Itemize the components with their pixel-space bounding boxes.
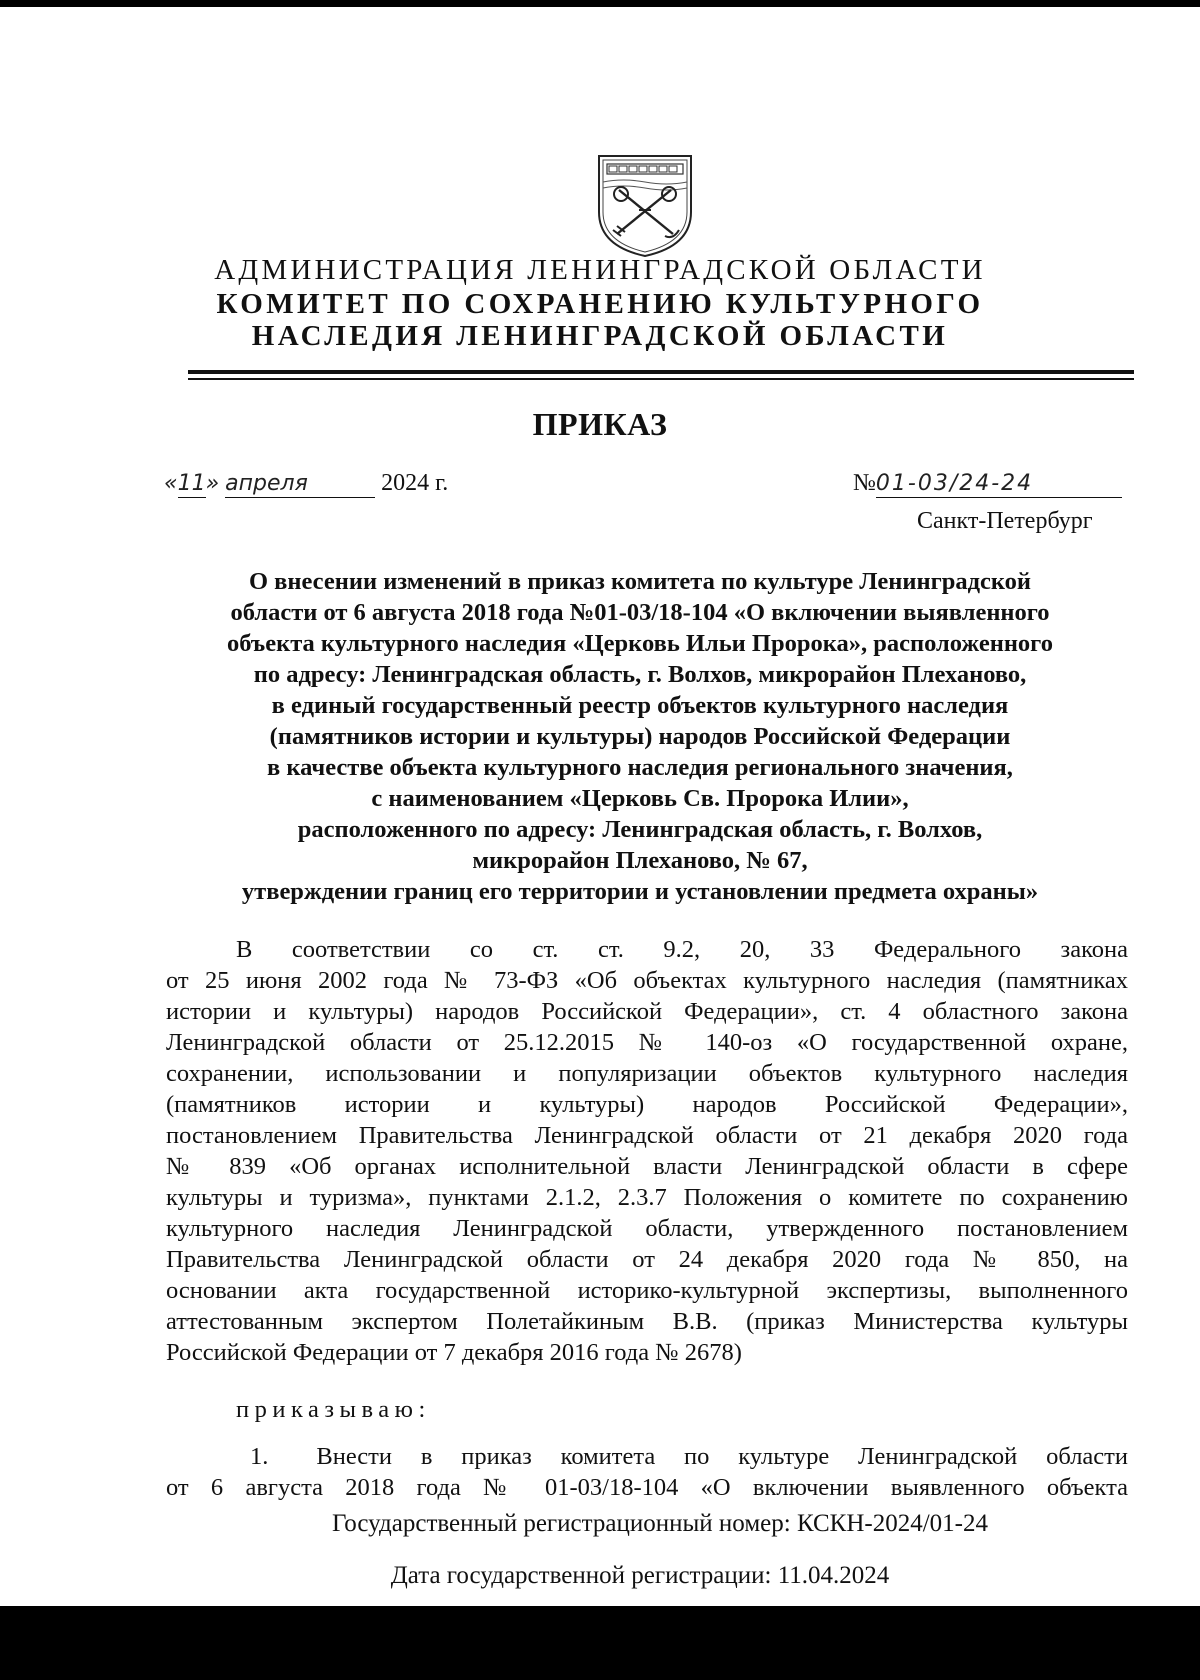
number-value: 01-03/24-24: [876, 471, 1122, 498]
date-open-quote: «: [164, 471, 178, 496]
subject-line: микрорайон Плеханово, № 67,: [472, 847, 808, 874]
subject-line: по адресу: Ленинградская область, г. Волхов, микрорайон Плеханово,: [253, 661, 1027, 688]
order-item-1: [166, 1441, 1128, 1503]
subject-line: расположенного по адресу: Ленинградская область, г. Волхов,: [297, 816, 983, 843]
body-line: Ленинградской области от 25.12.2015 № 140-оз «О государственной охране,: [166, 1029, 1128, 1056]
scan-bottom-bar: [0, 1606, 1200, 1680]
scan-top-edge: [0, 0, 1200, 7]
subject-line: в единый государственный реестр объектов культурного наследия: [271, 692, 1009, 719]
subject-line: утверждении границ его территории и установлении предмета охраны»: [241, 878, 1039, 905]
body-line: В соответствии со ст. ст. 9.2, 20, 33 Федерального закона: [236, 936, 1128, 963]
document-date: [164, 470, 448, 498]
registration-date: Дата государственной регистрации: 11.04.2024: [390, 1562, 890, 1589]
order-word: приказываю:: [236, 1396, 431, 1423]
date-day: 11: [177, 471, 206, 496]
body-line: Российской Федерации от 7 декабря 2016 года № 2678): [166, 1339, 742, 1366]
administration-heading: АДМИНИСТРАЦИЯ ЛЕНИНГРАДСКОЙ ОБЛАСТИ: [214, 254, 986, 286]
body-line: № 839 «Об органах исполнительной власти Ленинградской области в сфере: [166, 1153, 1128, 1180]
committee-heading-line1: КОМИТЕТ ПО СОХРАНЕНИЮ КУЛЬТУРНОГО: [216, 288, 984, 320]
subject-line: О внесении изменений в приказ комитета по культуре Ленинградской: [248, 568, 1032, 595]
body-line: от 25 июня 2002 года № 73-ФЗ «Об объектах культурного наследия (памятниках: [166, 967, 1128, 994]
body-line: культурного наследия Ленинградской области, утвержденного постановлением: [166, 1215, 1128, 1242]
date-year: 2024 г.: [381, 470, 449, 496]
date-month: апреля: [225, 471, 375, 498]
document-type-title: ПРИКАЗ: [532, 406, 668, 442]
item-line: [166, 1441, 1128, 1472]
item-number: 1.: [250, 1443, 269, 1470]
registration-number: Государственный регистрационный номер: КСКН-2024/01-24: [331, 1510, 988, 1537]
preamble-paragraph: [166, 934, 1128, 1368]
body-line: Правительства Ленинградской области от 24 декабря 2020 года № 850, на: [166, 1246, 1128, 1273]
leningrad-oblast-coat-of-arms-icon: [593, 150, 697, 260]
document-subject: [150, 566, 1130, 907]
document-number: [853, 470, 1122, 498]
header-divider-thin: [188, 378, 1134, 380]
body-line: (памятников истории и культуры) народов Российской Федерации»,: [166, 1091, 1128, 1118]
subject-line: объекта культурного наследия «Церковь Ильи Пророка», расположенного: [227, 630, 1053, 657]
subject-line: (памятников истории и культуры) народов Российской Федерации: [269, 723, 1011, 750]
body-line: культуры и туризма», пунктами 2.1.2, 2.3.7 Положения о комитете по сохранению: [166, 1184, 1128, 1211]
committee-heading-line2: НАСЛЕДИЯ ЛЕНИНГРАДСКОЙ ОБЛАСТИ: [251, 320, 949, 352]
header-divider-thick: [188, 370, 1134, 374]
body-line: основании акта государственной историко-культурной экспертизы, выполненного: [166, 1277, 1128, 1304]
body-line: постановлением Правительства Ленинградской области от 21 декабря 2020 года: [166, 1122, 1128, 1149]
date-close-quote: »: [205, 471, 220, 496]
document-city: Санкт-Петербург: [917, 508, 1093, 534]
body-line: истории и культуры) народов Российской Федерации», ст. 4 областного закона: [166, 998, 1128, 1025]
body-line: аттестованным экспертом Полетайкиным В.В. (приказ Министерства культуры: [166, 1308, 1128, 1335]
body-line: сохранении, использовании и популяризации объектов культурного наследия: [166, 1060, 1128, 1087]
subject-line: с наименованием «Церковь Св. Пророка Илии»,: [371, 785, 909, 812]
subject-line: в качестве объекта культурного наследия регионального значения,: [267, 754, 1013, 781]
item-text-line1: Внести в приказ комитета по культуре Ленинградской области: [316, 1443, 1128, 1470]
item-text-line2: от 6 августа 2018 года № 01-03/18-104 «О включении выявленного объекта: [166, 1474, 1128, 1501]
number-label: №: [853, 470, 876, 496]
subject-line: области от 6 августа 2018 года №01-03/18-104 «О включении выявленного: [230, 599, 1050, 626]
